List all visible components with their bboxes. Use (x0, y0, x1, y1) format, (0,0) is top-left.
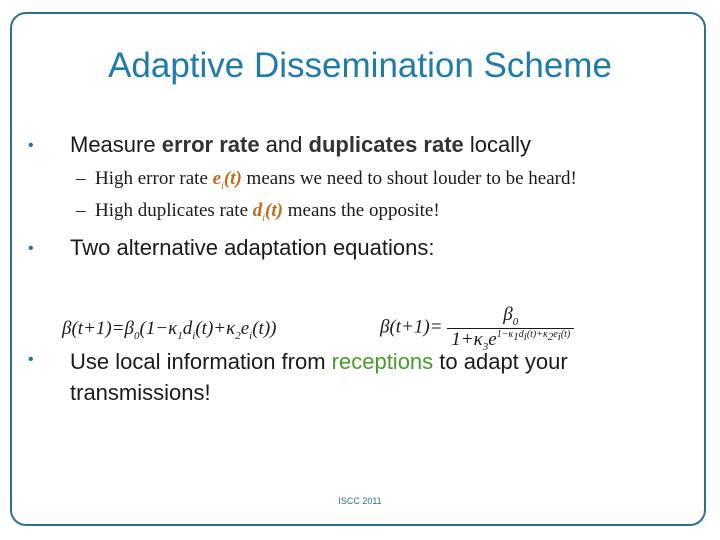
equation-linear: $\beta(t+1)=\beta_0(1-\kappa_1d_i(t)+\kappa_2e_i(t))$ (62, 318, 277, 342)
bullet3-line2: transmissions! (70, 380, 211, 405)
bullet1-duplicates-rate: duplicates rate (308, 132, 464, 157)
bullet-dot-icon: • (28, 137, 34, 154)
bullet-dot-icon: • (28, 240, 34, 257)
bullet-dot-icon: • (28, 351, 34, 368)
bullet3-pre: Use local information from (70, 349, 332, 374)
bullet1-mid: and (259, 132, 309, 157)
sub-bullet-error-rate (76, 168, 577, 192)
bullet-local-information (28, 346, 678, 408)
dash-icon: – (76, 200, 95, 221)
sub2-variable: $d_i(t)$ (252, 200, 283, 224)
dash-icon: – (76, 168, 95, 189)
bullet3-receptions: receptions (331, 349, 434, 374)
sub2-post: means the opposite! (282, 200, 440, 221)
bullet1-post: locally (463, 132, 532, 157)
slide-footer: ISCC 2011 (338, 496, 382, 506)
sub-bullet-duplicates-rate (76, 200, 440, 224)
slide-title: Adaptive Dissemination Scheme (108, 46, 612, 85)
slide-frame (10, 12, 706, 526)
equation-exponential: β(t+1)= $\frac{\beta_0}{1+\kappa_3e^{1-\kappa_1d_i(t)+\kappa_2e_i(t)}}$ (380, 304, 574, 353)
bullet-two-equations: • Two alternative adaptation equations: (28, 235, 435, 260)
sub1-variable: $e_i(t)$ (212, 168, 242, 192)
bullet3-post: to adapt your (433, 349, 568, 374)
sub1-pre: High error rate (95, 168, 213, 189)
bullet1-error-rate: error rate (161, 132, 260, 157)
bullet1-pre: Measure (70, 132, 162, 157)
bullet-measure-rates (28, 132, 531, 158)
sub2-pre: High duplicates rate (95, 200, 253, 221)
sub1-post: means we need to shout louder to be heard! (241, 168, 577, 189)
